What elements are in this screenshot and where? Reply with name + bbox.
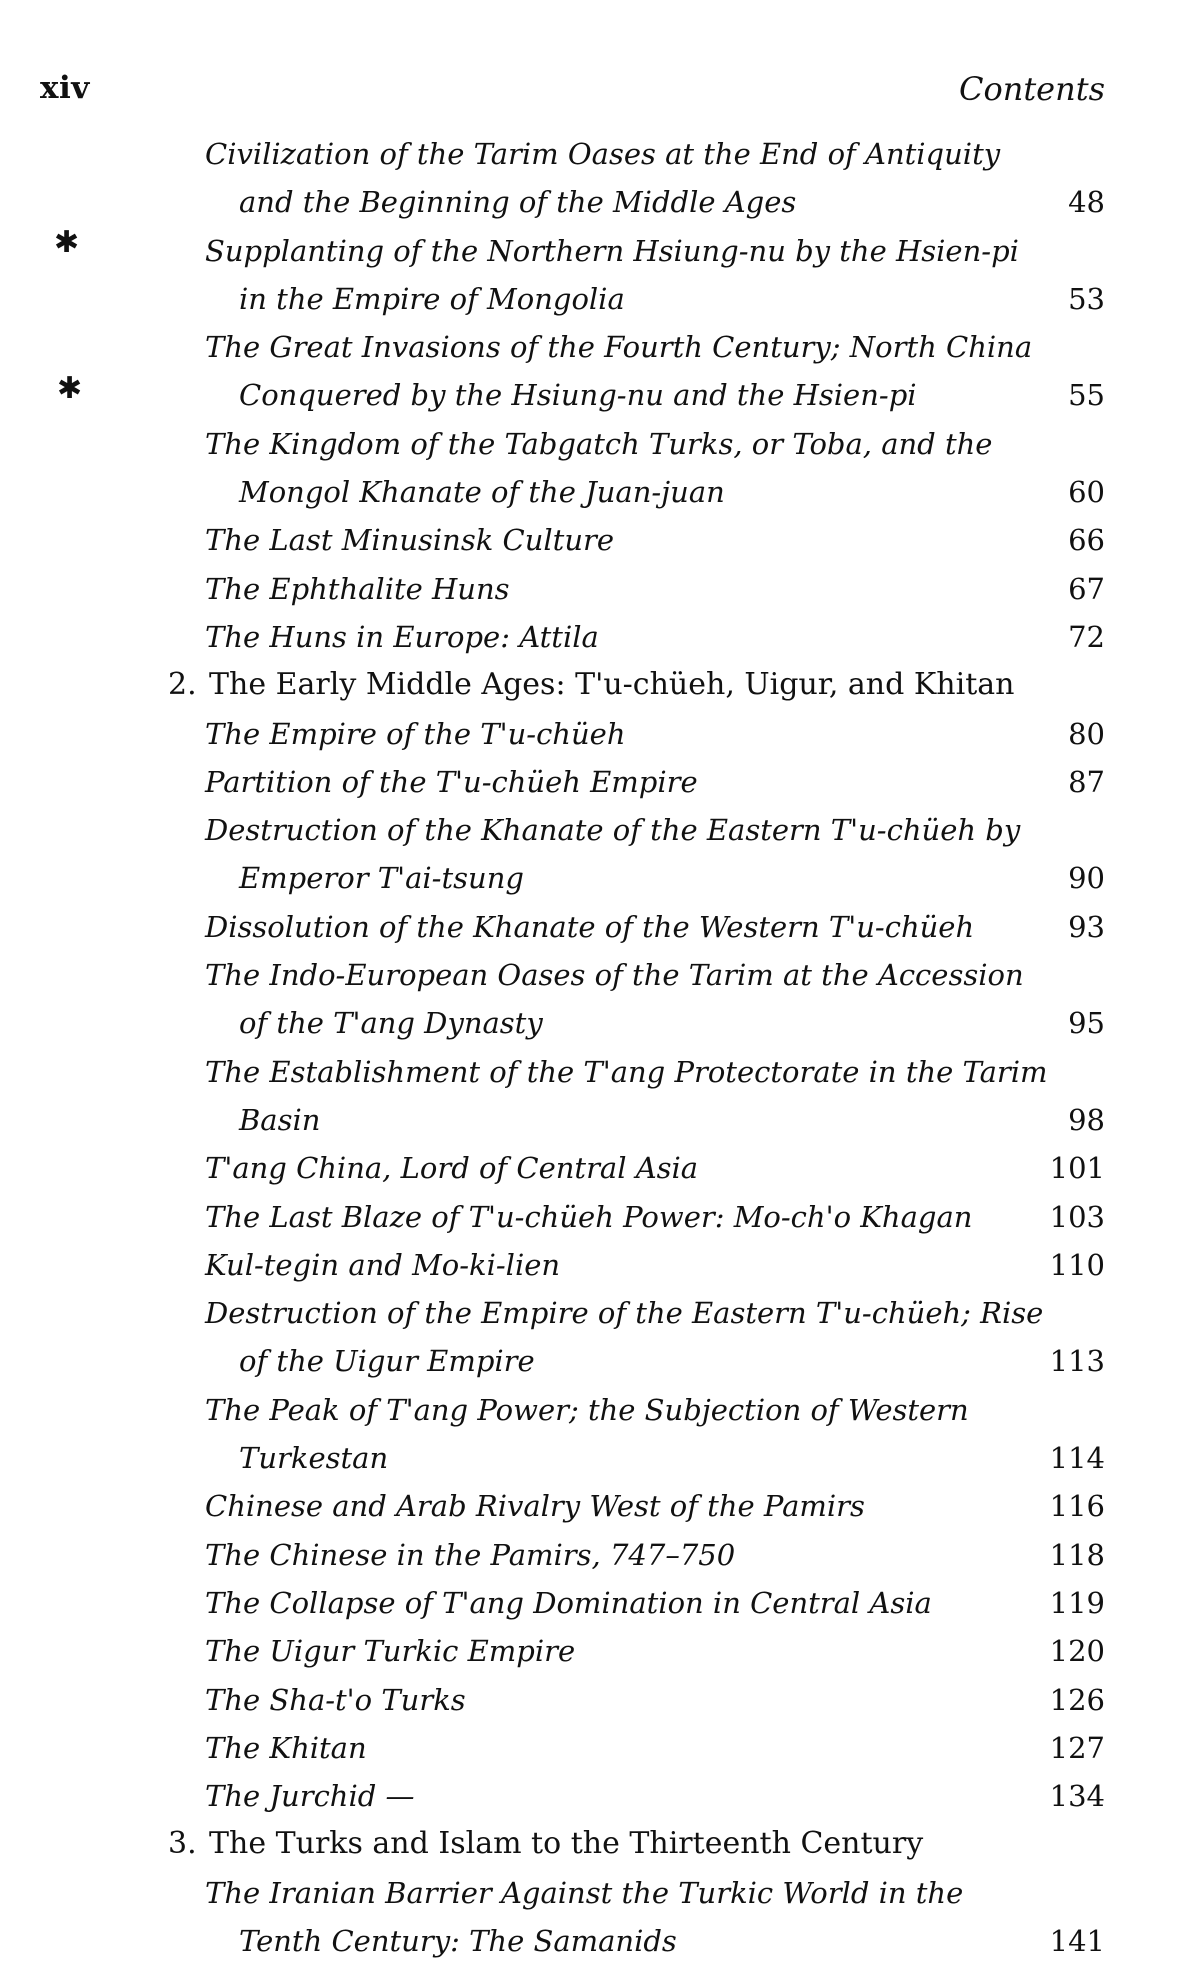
toc-entry-line <box>0 1531 1200 1579</box>
toc-entry-text: The Uigur Turkic Empire <box>205 1634 576 1669</box>
chapter-title: The Early Middle Ages: T'u-chüeh, Uigur, and Khitan <box>209 667 1015 703</box>
toc-page-number: 141 <box>1049 1923 1105 1958</box>
toc-page-number: 48 <box>1068 185 1105 220</box>
toc-page-number: 90 <box>1068 861 1105 896</box>
margin-mark-icon: ✱ <box>54 225 80 260</box>
toc-entry-text: Supplanting of the Northern Hsiung-nu by the Hsien-pi <box>205 233 1019 268</box>
toc-page-number: 55 <box>1068 378 1105 413</box>
toc-entry-line <box>0 1289 1200 1337</box>
toc-entry-line <box>0 903 1200 951</box>
margin-mark-icon: ✱ <box>57 371 83 406</box>
toc-entry-text: Dissolution of the Khanate of the Western T'u-chüeh <box>205 909 975 944</box>
toc-entry-line <box>0 1869 1200 1917</box>
toc-entry-text: The Empire of the T'u-chüeh <box>205 716 626 751</box>
toc-entry-text: Turkestan <box>239 1441 389 1476</box>
chapter-number: 3. <box>168 1826 197 1862</box>
toc-entry-line <box>0 1724 1200 1772</box>
toc-entry-text: The Huns in Europe: Attila <box>205 619 599 654</box>
toc-page-number: 95 <box>1068 1006 1105 1041</box>
toc-entry-text: The Last Minusinsk Culture <box>205 523 615 558</box>
toc-entry-line <box>0 178 1200 226</box>
toc-entry-text: Emperor T'ai-tsung <box>239 861 524 896</box>
toc-page-number: 113 <box>1049 1344 1105 1379</box>
toc-entry-text: The Chinese in the Pamirs, 747–750 <box>205 1537 736 1572</box>
toc-entry-line <box>0 275 1200 323</box>
toc-entry-text: Mongol Khanate of the Juan-juan <box>239 475 725 510</box>
toc-page-number: 53 <box>1068 281 1105 316</box>
toc-page-number: 103 <box>1049 1199 1105 1234</box>
toc-entry-text: Chinese and Arab Rivalry West of the Pamirs <box>205 1489 865 1524</box>
toc-entry-line <box>0 613 1200 661</box>
toc-entry-line <box>0 806 1200 854</box>
toc-entry-line <box>0 1772 1200 1820</box>
toc-entry-text: Partition of the T'u-chüeh Empire <box>205 764 698 799</box>
toc-entry-line <box>0 1676 1200 1724</box>
toc-entry-text: The Peak of T'ang Power; the Subjection of Western <box>205 1392 969 1427</box>
table-of-contents <box>0 130 1200 1965</box>
toc-entry-line <box>0 999 1200 1047</box>
toc-entry-text: The Ephthalite Huns <box>205 571 510 606</box>
toc-entry-line <box>0 1241 1200 1289</box>
toc-entry-text: Destruction of the Empire of the Eastern T'u-chüeh; Rise <box>205 1296 1044 1331</box>
toc-entry-text: The Kingdom of the Tabgatch Turks, or Toba, and the <box>205 426 993 461</box>
chapter-heading <box>0 661 1200 709</box>
toc-entry-text: The Sha-t'o Turks <box>205 1682 466 1717</box>
toc-page-number: 93 <box>1068 909 1105 944</box>
toc-entry-line <box>0 468 1200 516</box>
toc-page-number: 119 <box>1049 1585 1105 1620</box>
toc-entry-line <box>0 1386 1200 1434</box>
toc-page-number: 134 <box>1049 1779 1105 1814</box>
toc-page-number: 127 <box>1049 1730 1105 1765</box>
toc-page-number: 98 <box>1068 1102 1105 1137</box>
toc-entry-text: in the Empire of Mongolia <box>239 281 625 316</box>
toc-page-number: 114 <box>1049 1441 1105 1476</box>
toc-page-number: 80 <box>1068 716 1105 751</box>
running-header-title: Contents <box>958 70 1105 108</box>
toc-entry-text: The Khitan <box>205 1730 367 1765</box>
toc-page-number: 126 <box>1049 1682 1105 1717</box>
page-number: xiv <box>40 70 90 106</box>
toc-entry-line <box>0 710 1200 758</box>
toc-entry-line <box>0 854 1200 902</box>
toc-page-number: 72 <box>1068 619 1105 654</box>
chapter-heading <box>0 1820 1200 1868</box>
toc-page-number: 101 <box>1049 1151 1105 1186</box>
toc-entry-text: The Establishment of the T'ang Protectorate in the Tarim <box>205 1054 1048 1089</box>
toc-entry-line <box>0 1337 1200 1385</box>
toc-page-number: 118 <box>1049 1537 1105 1572</box>
toc-entry-text: Tenth Century: The Samanids <box>239 1923 677 1958</box>
toc-page-number: 66 <box>1068 523 1105 558</box>
toc-page-number: 110 <box>1049 1247 1105 1282</box>
toc-page-number: 60 <box>1068 475 1105 510</box>
toc-entry-line <box>0 1096 1200 1144</box>
toc-entry-line <box>0 565 1200 613</box>
toc-entry-text: The Jurchid — <box>205 1779 415 1814</box>
chapter-number: 2. <box>168 667 197 703</box>
toc-entry-line <box>0 323 1200 371</box>
toc-entry-text: T'ang China, Lord of Central Asia <box>205 1151 699 1186</box>
toc-entry-text: The Iranian Barrier Against the Turkic World in the <box>205 1875 964 1910</box>
toc-page-number: 87 <box>1068 764 1105 799</box>
toc-page-number: 120 <box>1049 1634 1105 1669</box>
toc-entry-line <box>0 420 1200 468</box>
toc-entry-line <box>0 1434 1200 1482</box>
toc-entry-text: of the Uigur Empire <box>239 1344 535 1379</box>
toc-entry-line <box>0 1144 1200 1192</box>
toc-entry-text: Destruction of the Khanate of the Eastern T'u-chüeh by <box>205 813 1021 848</box>
toc-entry-text: Basin <box>239 1102 321 1137</box>
toc-entry-text: The Great Invasions of the Fourth Century; North China <box>205 330 1033 365</box>
toc-page-number: 116 <box>1049 1489 1105 1524</box>
toc-entry-text: Kul-tegin and Mo-ki-lien <box>205 1247 561 1282</box>
toc-entry-line <box>0 227 1200 275</box>
toc-entry-line <box>0 1627 1200 1675</box>
toc-entry-line <box>0 1579 1200 1627</box>
toc-page-number: 67 <box>1068 571 1105 606</box>
toc-entry-line <box>0 130 1200 178</box>
toc-entry-line <box>0 516 1200 564</box>
toc-entry-line <box>0 1482 1200 1530</box>
toc-entry-line <box>0 1048 1200 1096</box>
toc-entry-line <box>0 1193 1200 1241</box>
toc-entry-line <box>0 1917 1200 1965</box>
toc-entry-line <box>0 758 1200 806</box>
chapter-title: The Turks and Islam to the Thirteenth Century <box>209 1826 924 1862</box>
toc-entry-line <box>0 371 1200 419</box>
toc-entry-text: of the T'ang Dynasty <box>239 1006 543 1041</box>
toc-entry-text: The Last Blaze of T'u-chüeh Power: Mo-ch'o Khagan <box>205 1199 973 1234</box>
toc-entry-text: The Collapse of T'ang Domination in Central Asia <box>205 1585 932 1620</box>
toc-entry-text: Civilization of the Tarim Oases at the End of Antiquity <box>205 137 1001 171</box>
toc-entry-text: and the Beginning of the Middle Ages <box>239 185 797 220</box>
toc-entry-text: The Indo-European Oases of the Tarim at the Accession <box>205 958 1024 993</box>
toc-entry-text: Conquered by the Hsiung-nu and the Hsien-pi <box>239 378 917 413</box>
toc-entry-line <box>0 951 1200 999</box>
